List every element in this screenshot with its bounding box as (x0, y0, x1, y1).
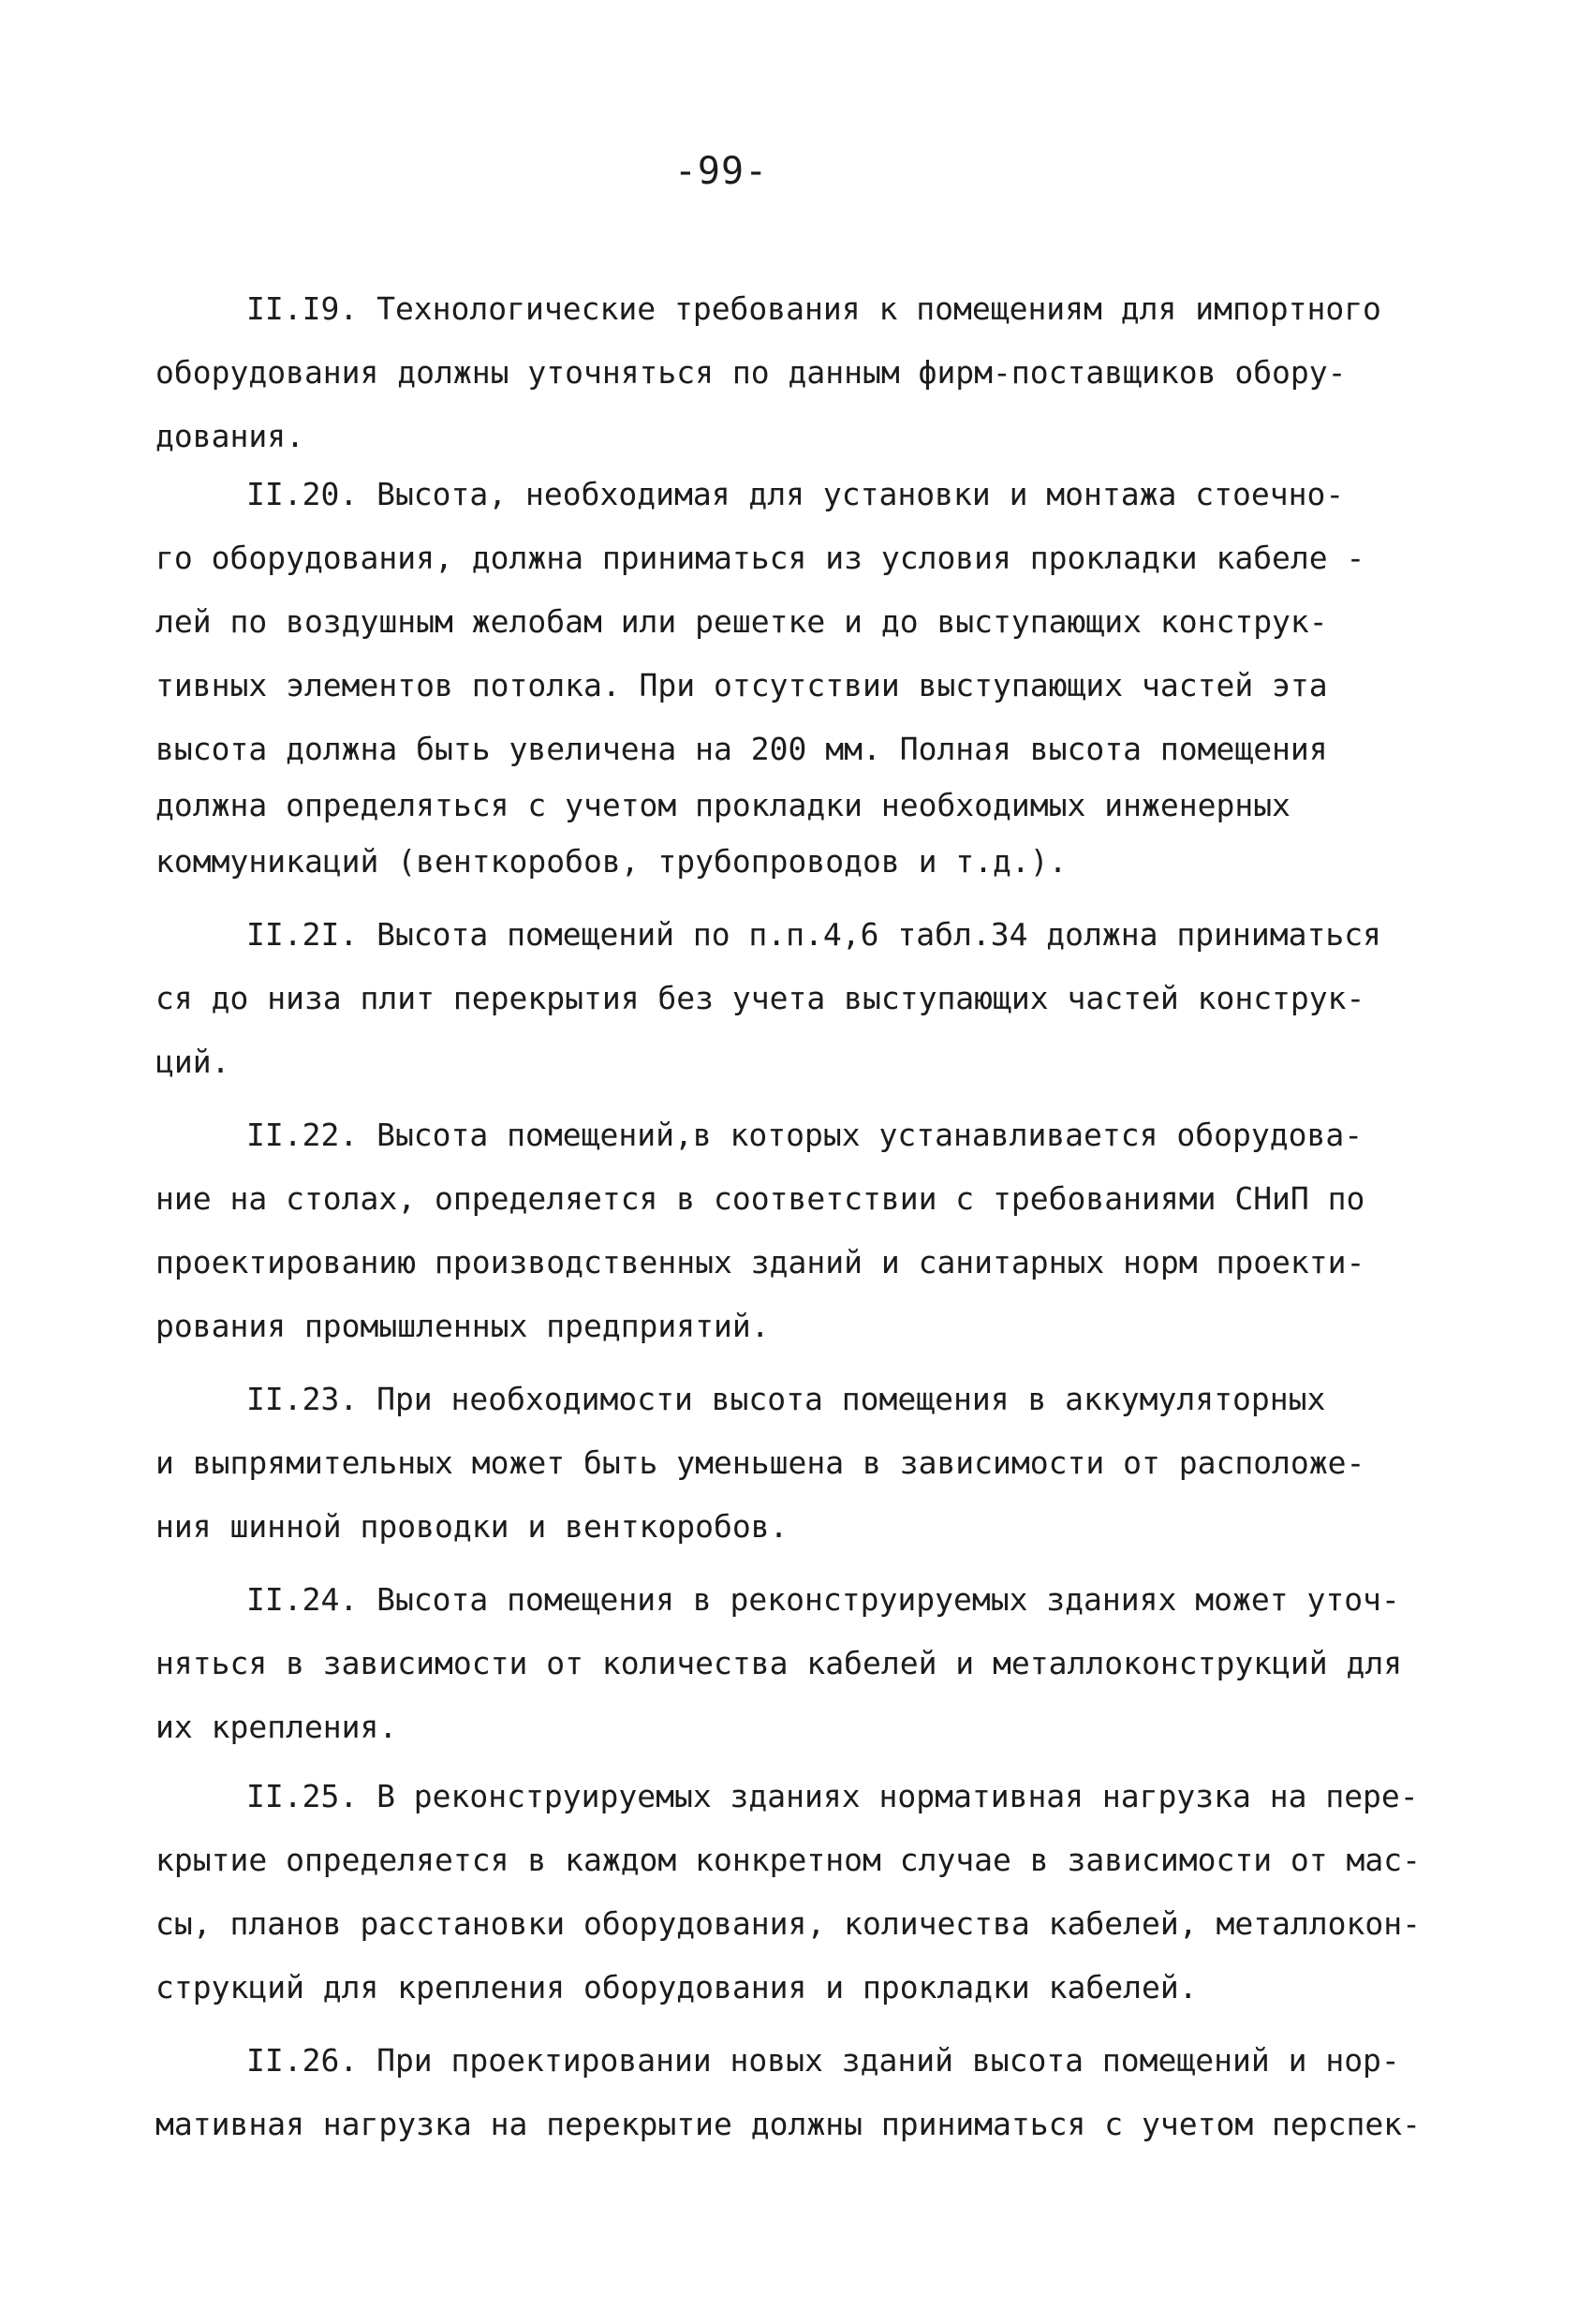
text-line: II.25. В реконструируемых зданиях нормативная нагрузка на пере- (246, 1778, 1419, 1814)
text-line: няться в зависимости от количества кабелей и металлоконструкций для (155, 1645, 1403, 1681)
text-line: ся до низа плит перекрытия без учета выступающих частей конструк- (155, 980, 1365, 1016)
text-line: проектированию производственных зданий и санитарных норм проекти- (155, 1244, 1365, 1280)
text-line: мативная нагрузка на перекрытие должны приниматься с учетом перспек- (155, 2106, 1422, 2142)
text-line: рования промышленных предприятий. (155, 1308, 770, 1344)
text-line: сы, планов расстановки оборудования, количества кабелей, металлокон- (155, 1905, 1422, 1942)
text-line: II.26. При проектировании новых зданий высота помещений и нор- (246, 2042, 1400, 2079)
text-line: II.I9. Технологические требования к помещениям для импортного (246, 290, 1381, 327)
text-line: должна определяться с учетом прокладки необходимых инженерных (155, 787, 1291, 823)
text-line: II.20. Высота, необходимая для установки и монтажа стоечно- (246, 476, 1345, 512)
text-line: II.23. При необходимости высота помещения в аккумуляторных (246, 1381, 1326, 1417)
text-line: оборудования должны уточняться по данным фирм-поставщиков обору- (155, 354, 1347, 391)
text-line: высота должна быть увеличена на 200 мм. Полная высота помещения (155, 731, 1328, 767)
text-line: их крепления. (155, 1709, 398, 1745)
text-line: и выпрямительных может быть уменьшена в зависимости от расположе- (155, 1444, 1365, 1481)
text-line: ния шинной проводки и венткоробов. (155, 1508, 789, 1545)
text-line: II.22. Высота помещений,в которых устанавливается оборудова- (246, 1117, 1364, 1153)
text-line: ций. (155, 1044, 230, 1080)
text-line: крытие определяется в каждом конкретном случае в зависимости от мас- (155, 1842, 1422, 1878)
page-number: -99- (673, 150, 769, 193)
text-line: тивных элементов потолка. При отсутствии выступающих частей эта (155, 667, 1328, 703)
text-line: струкций для крепления оборудования и прокладки кабелей. (155, 1969, 1198, 2006)
text-line: II.2I. Высота помещений по п.п.4,6 табл.34 должна приниматься (246, 916, 1381, 953)
text-line: дования. (155, 418, 304, 454)
text-line: коммуникаций (венткоробов, трубопроводов и т.д.). (155, 843, 1068, 880)
text-line: лей по воздушным желобам или решетке и до выступающих конструк- (155, 603, 1328, 640)
text-line: II.24. Высота помещения в реконструируемых зданиях может уточ- (246, 1581, 1400, 1618)
text-line: го оборудования, должна приниматься из условия прокладки кабеле - (155, 540, 1365, 576)
text-line: ние на столах, определяется в соответствии с требованиями СНиП по (155, 1180, 1365, 1217)
